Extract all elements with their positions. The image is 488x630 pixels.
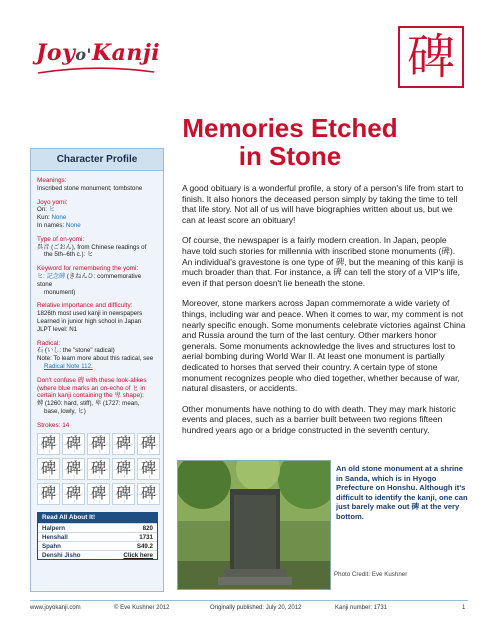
reference-row-denshi-jisho: [38, 550, 157, 559]
joyo-yomi-label: Joyo yomi:: [37, 198, 68, 206]
logo-word-kanji: Kanji: [91, 40, 161, 66]
stone-monument-illustration: [178, 461, 331, 590]
reference-value: 1731: [139, 533, 153, 541]
article-paragraph: A good obituary is a wonderful profile, a story of a person's life from start to finish. It also honors the deceased person simply by taking the time to tell that life story. Not all of us will have biographies written about us, but we can at least score an obituary!: [182, 183, 464, 225]
confuse-line-2: base, lowly, ヒ): [44, 407, 86, 415]
reference-label: Halpern: [42, 524, 66, 532]
featured-kanji: 碑: [398, 26, 464, 88]
article-paragraph: Moreover, stone markers across Japan commemorate a wide variety of things, including war and peace. When it comes to war, my comment is not nearly specific enough. Some monuments celebrate victories against China and Russia around the turn of the last century. Other markers honor generals. Some monuments acknowledge the lives and structures lost to aerial bombing during World War II. At least one monument is partially dedicated to horses that served their country. A certain type of stone monument recognizes people who died together, whether because of war, natural disasters, or accidents.: [182, 298, 466, 394]
stone-monument-photo: [177, 460, 331, 590]
on-value: ヒ: [48, 206, 55, 214]
onyomi-type-line-1: 呉音 (ごおん), from Chinese readings of: [37, 243, 147, 251]
profile-heading: Character Profile: [31, 149, 163, 171]
stroke-frame: 碑: [62, 458, 85, 480]
photo-credit: Photo Credit: Eve Kushner: [334, 571, 408, 578]
stroke-frame: 碑: [62, 433, 85, 455]
photo-caption: An old stone monument at a shrine in Sanda, which is in Hyogo Prefecture on Honshu. Although it's difficult to identify the kanji, one can just barely make out 碑 at the very bottom.: [336, 464, 468, 521]
footer-site-link[interactable]: www.joyokanji.com: [30, 605, 81, 611]
strokes-label: Strokes: 14: [37, 421, 70, 429]
logo-swoosh-icon: [36, 66, 156, 76]
on-label: On:: [37, 206, 47, 214]
importance-line-1: 1826th most used kanji in newspapers: [37, 310, 143, 318]
footer-copyright: © Eve Kushner 2012: [114, 605, 170, 611]
joyokanji-logo[interactable]: [36, 40, 176, 80]
denshi-jisho-link[interactable]: Click here: [123, 551, 153, 559]
article-paragraph: Other monuments have nothing to do with death. They may mark historic events and places, such as a barrier built between two regions fifteen hundred years ago or a bridge constructed in the seventh century.: [182, 403, 456, 435]
stroke-frame: 碑: [137, 458, 160, 480]
read-all-about-it-box: [37, 512, 158, 560]
on-yomi-row: [37, 206, 158, 214]
kun-value: None: [51, 214, 67, 222]
radical-note-link[interactable]: Radical Note 112.: [44, 362, 93, 370]
importance-line-3: JLPT level: N1: [37, 325, 78, 333]
article-body: [182, 183, 467, 445]
stroke-frame: 碑: [112, 433, 135, 455]
reference-row-henshall: [38, 532, 157, 541]
stroke-frame: 碑: [137, 483, 160, 505]
stroke-order-grid: [37, 433, 158, 505]
stroke-frame: 碑: [87, 433, 110, 455]
confuse-label-3: certain kanji containing the 卑 shape):: [37, 392, 144, 400]
reference-label: Spahn: [42, 542, 61, 550]
stroke-frame: 碑: [112, 483, 135, 505]
page-title: Memories Etched in Stone: [182, 113, 398, 171]
stroke-frame: 碑: [112, 458, 135, 480]
onyomi-type-line-2: the 5th–6th c.): ヒ: [44, 251, 94, 259]
stroke-frame: 碑: [62, 483, 85, 505]
footer-published: Originally published: July 20, 2012: [210, 605, 302, 611]
names-row: [37, 222, 158, 230]
keyword-line-2: monument): [44, 288, 76, 296]
meanings-label: Meanings:: [37, 177, 67, 184]
page-footer: [30, 600, 468, 614]
reference-value: S49.2: [136, 542, 153, 550]
stroke-frame: 碑: [37, 458, 60, 480]
logo-word-o: o': [75, 45, 92, 64]
reference-label: Henshall: [42, 533, 68, 541]
stroke-frame: 碑: [137, 433, 160, 455]
stroke-frame: 碑: [87, 483, 110, 505]
names-value: None: [65, 221, 81, 229]
character-profile-panel: [30, 148, 164, 592]
importance-label: Relative importance and difficulty:: [37, 302, 133, 310]
stroke-frame: 碑: [37, 483, 60, 505]
keyword-reading: ヒ: 記念碑: [37, 272, 66, 280]
logo-word-joy: Joy: [36, 40, 76, 66]
reference-value: 820: [142, 524, 153, 532]
keyword-line-1: [37, 273, 158, 289]
confuse-label-2: (where blue marks an on-echo of ヒ in: [37, 384, 146, 392]
stroke-frame: 碑: [37, 433, 60, 455]
read-all-heading: Read All About It!: [38, 513, 157, 523]
names-label: In names:: [37, 221, 65, 229]
reference-row-halpern: [38, 523, 157, 532]
confuse-label-1: Don't confuse 碑 with these look-alikes: [37, 376, 147, 384]
radical-line-2: Note: To learn more about this radical, see: [37, 355, 154, 363]
meanings-value: Inscribed stone monument; tombstone: [37, 184, 143, 192]
article-paragraph: Of course, the newspaper is a fairly modern creation. In Japan, people have told such stories for millennia with inscribed stone monuments (碑). An individual's gravestone is one type of 碑, but the meaning of this kanji is much broader than that. For instance, a 碑 can tell the story of a VIP's life, even if that person doesn't lie beneath the stone.: [182, 235, 464, 288]
reference-label: Denshi Jisho: [42, 551, 81, 559]
confuse-line-1: 婢 (1260: hard, stiff), 卑 (1727: mean,: [37, 400, 140, 408]
kun-label: Kun:: [37, 214, 50, 222]
stroke-frame: 碑: [87, 458, 110, 480]
radical-line-1: 石 (いし: the "stone" radical): [37, 347, 115, 355]
importance-line-2: Learned in junior high school in Japan: [37, 317, 142, 325]
radical-label: Radical:: [37, 339, 61, 347]
onyomi-type-label: Type of on-yomi:: [37, 235, 85, 243]
reference-row-spahn: [38, 541, 157, 550]
footer-kanji-number: Kanji number: 1731: [335, 605, 388, 611]
keyword-label: Keyword for remembering the yomi:: [37, 265, 139, 273]
footer-page-number: 1: [462, 605, 466, 611]
kun-yomi-row: [37, 214, 158, 222]
keyword-rest: (きねんひ: commemorative stone: [37, 272, 142, 288]
